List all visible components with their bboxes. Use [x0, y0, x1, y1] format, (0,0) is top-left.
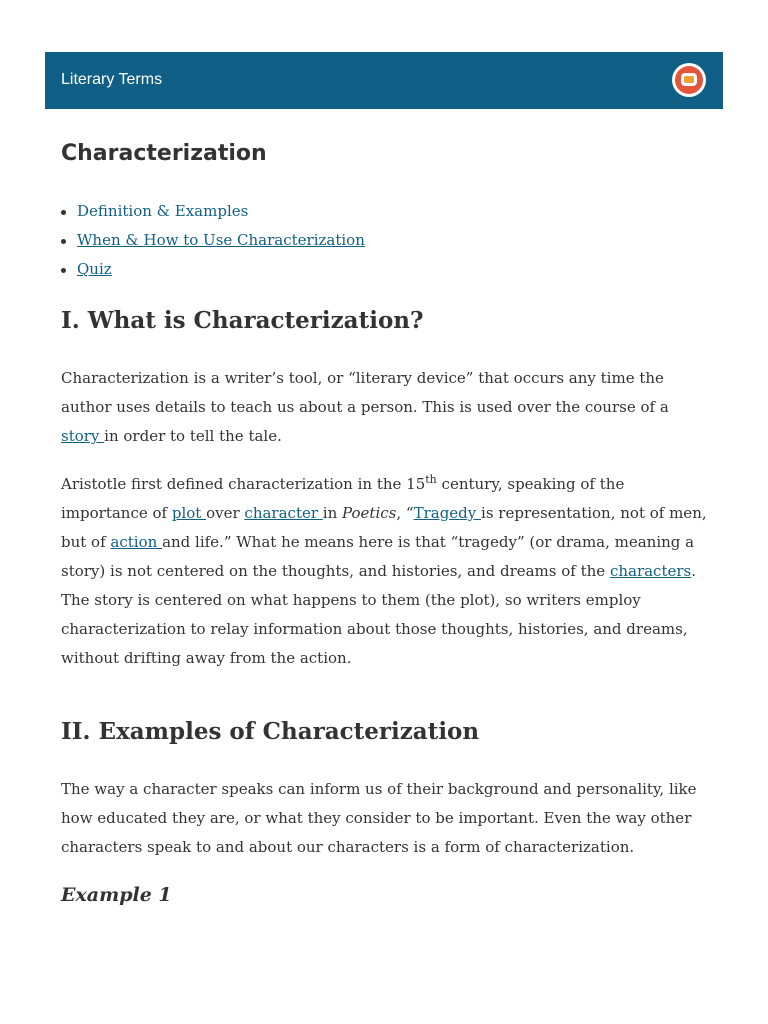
toc-item: [61, 197, 365, 226]
toc-item: [61, 226, 365, 255]
link-plot[interactable]: plot: [171, 504, 207, 522]
text: century, speaking of the importance of: [61, 475, 625, 522]
text: is representation, not of men, but of: [61, 504, 707, 551]
text: Characterization is a writer’s tool, or “literary device” that occurs any time the author uses details to teach us about a person. This is used over the course of a: [61, 369, 669, 416]
section2-paragraph-1: The way a character speaks can inform us of their background and personality, like how educated they are, or what they consider to be important. Even the way other characters speak to and about our characters is a form of characterization.: [61, 780, 697, 856]
example-heading: Example 1: [61, 884, 172, 906]
link-tragedy[interactable]: Tragedy: [413, 504, 482, 522]
link-characters[interactable]: characters: [609, 562, 692, 580]
text: in order to tell the tale.: [104, 427, 282, 445]
site-header: [45, 52, 723, 109]
site-title[interactable]: Literary Terms: [61, 71, 163, 88]
work-title: Poetics: [342, 504, 397, 522]
toc-link-definition-examples[interactable]: Definition & Examples: [77, 202, 249, 220]
superscript: th: [425, 473, 437, 486]
section-heading-what-is: I. What is Characterization?: [61, 307, 424, 334]
logo-center: [684, 76, 694, 83]
text: over: [206, 504, 245, 522]
text: . The story is centered on what happens to them (the plot), so writers employ characterization to relay information about those thoughts, histories, and dreams, without drifting away from the action.: [61, 562, 697, 667]
literary-terms-logo-icon[interactable]: [672, 63, 706, 97]
toc-link-when-how[interactable]: When & How to Use Characterization: [77, 231, 365, 249]
link-character[interactable]: character: [244, 504, 323, 522]
text: in: [322, 504, 343, 522]
toc-link-quiz[interactable]: Quiz: [77, 260, 112, 278]
section1-paragraph-2: [61, 470, 711, 673]
section1-paragraph-1: [61, 364, 711, 451]
table-of-contents: [61, 197, 365, 284]
text: and life.” What he means here is that “tragedy” (or drama, meaning a story) is not centered on the thoughts, and histories, and dreams of the: [61, 533, 695, 580]
link-story[interactable]: story: [61, 427, 105, 445]
section-heading-examples: II. Examples of Characterization: [61, 718, 480, 745]
text: Aristotle first defined characterization in the 15: [61, 475, 426, 493]
text: , “: [396, 504, 414, 522]
page-title: Characterization: [61, 141, 267, 166]
toc-item: [61, 255, 365, 284]
link-action[interactable]: action: [110, 533, 163, 551]
